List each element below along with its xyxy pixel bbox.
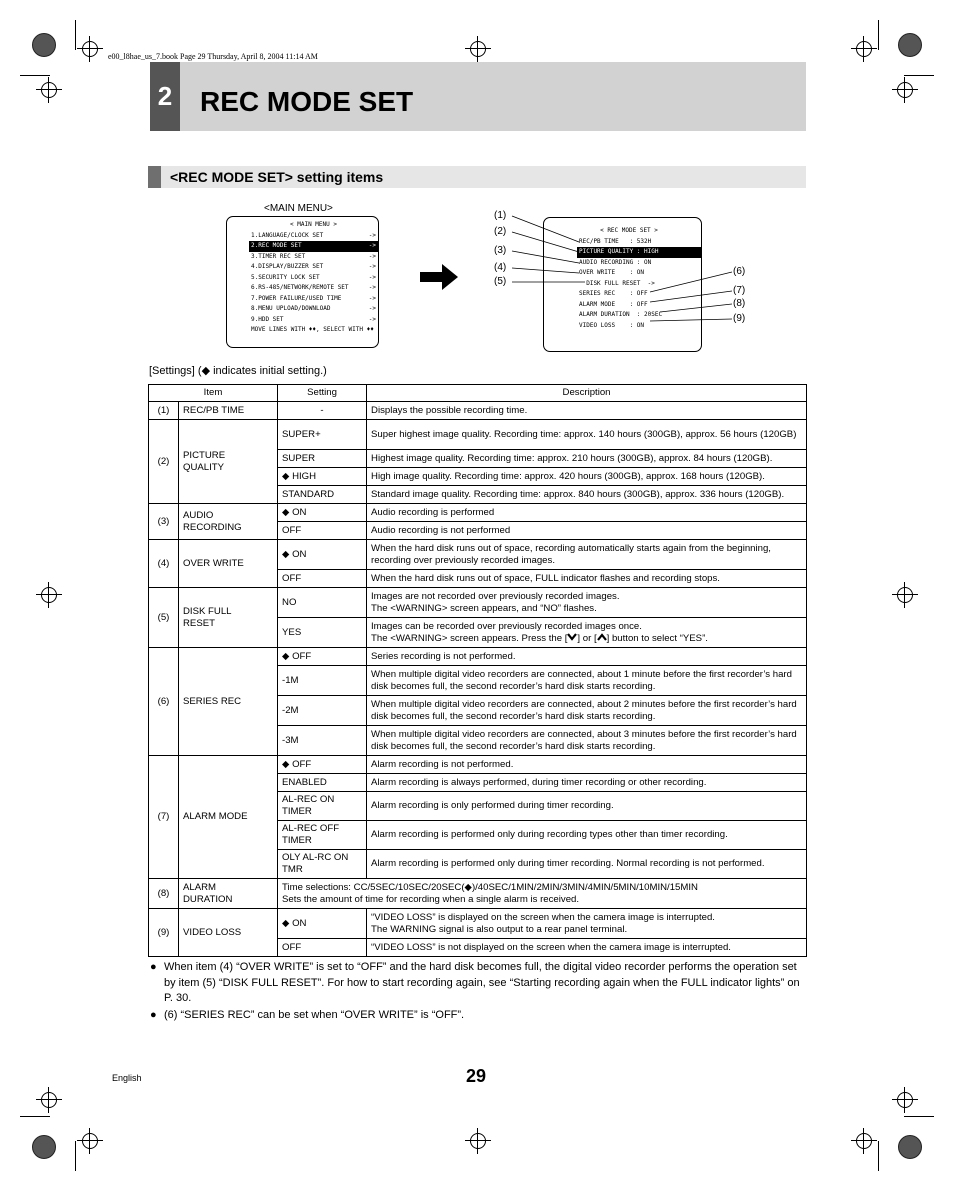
setting-description: Alarm recording is always performed, during timer recording or other recording. xyxy=(367,774,807,792)
rec-menu-item: REC/PB TIME : 532H xyxy=(579,237,652,245)
callout-label: (7) xyxy=(733,285,746,296)
down-button-icon xyxy=(567,633,577,641)
rec-menu-item: ALARM MODE : OFF xyxy=(579,300,648,308)
item-number: (3) xyxy=(149,504,179,540)
initial-setting-icon: ◆ xyxy=(282,650,290,662)
setting-value: -2M xyxy=(278,696,367,726)
table-header: Setting xyxy=(278,385,367,402)
item-number: (1) xyxy=(149,402,179,420)
main-menu-item-selected: 2.REC MODE SET -> xyxy=(249,241,378,252)
table-header: Description xyxy=(367,385,807,402)
item-number: (4) xyxy=(149,540,179,588)
setting-description: When the hard disk runs out of space, FULL indicator flashes and recording stops. xyxy=(367,570,807,588)
bullet-icon: ● xyxy=(150,961,157,973)
footer-language: English xyxy=(112,1073,142,1083)
page-number: 29 xyxy=(466,1066,487,1086)
up-button-icon xyxy=(597,633,607,641)
callout-label: (8) xyxy=(733,298,746,309)
callout-label: (4) xyxy=(494,262,507,273)
setting-value: SUPER xyxy=(278,450,367,468)
setting-description: When multiple digital video recorders are connected, about 2 minutes before the first recorder’s hard disk becomes full, the second recorder’s hard disk starts recording. xyxy=(367,696,807,726)
callout-leader-lines xyxy=(0,0,954,400)
setting-value: OFF xyxy=(278,522,367,540)
callout-label: (9) xyxy=(733,313,746,324)
setting-value: OFF xyxy=(278,939,367,957)
setting-description: “VIDEO LOSS” is displayed on the screen when the camera image is interrupted. The WARNING signal is also output to a rear panel terminal. xyxy=(367,909,807,939)
table-row xyxy=(149,588,807,618)
item-name: REC/PB TIME xyxy=(179,402,278,420)
setting-description: Series recording is not performed. xyxy=(367,648,807,666)
registration-mark-icon xyxy=(82,1133,98,1149)
item-name: PICTURE QUALITY xyxy=(179,420,278,504)
initial-setting-icon: ◆ xyxy=(282,917,290,929)
main-menu-item: 1.LANGUAGE/CLOCK SET -> xyxy=(251,231,376,239)
main-menu-caption: <MAIN MENU> xyxy=(264,203,333,214)
chapter-number: 2 xyxy=(150,62,180,131)
callout-label: (6) xyxy=(733,266,746,277)
item-name: SERIES REC xyxy=(179,648,278,756)
section-title: <REC MODE SET> setting items xyxy=(170,169,384,185)
setting-value: STANDARD xyxy=(278,486,367,504)
table-row xyxy=(149,909,807,939)
setting-value: AL-REC ON TIMER xyxy=(278,792,367,821)
setting-description: Time selections: CC/5SEC/10SEC/20SEC(◆)/40SEC/1MIN/2MIN/3MIN/4MIN/5MIN/10MIN/15MIN Sets the amount of time for recording when a single alarm is received. xyxy=(278,879,807,909)
main-menu-item: 7.POWER FAILURE/USED TIME -> xyxy=(251,294,376,302)
table-row xyxy=(149,402,807,420)
rec-menu-item: AUDIO RECORDING : ON xyxy=(579,258,652,266)
setting-value: OFF xyxy=(278,570,367,588)
main-menu-item: 6.RS-485/NETWORK/REMOTE SET -> xyxy=(251,284,376,291)
item-name: ALARM MODE xyxy=(179,756,278,879)
setting-description: When the hard disk runs out of space, recording automatically starts again from the beginning, recording over previously recorded images. xyxy=(367,540,807,570)
table-row xyxy=(149,879,807,909)
setting-description: Audio recording is performed xyxy=(367,504,807,522)
page-title: REC MODE SET xyxy=(200,86,414,117)
setting-description: Images are not recorded over previously recorded images. The <WARNING> screen appears, and “NO” flashes. xyxy=(367,588,807,618)
setting-value: ◆ HIGH xyxy=(278,468,367,486)
main-menu-heading: < MAIN MENU > xyxy=(290,221,337,228)
setting-value: YES xyxy=(278,618,367,648)
table-row xyxy=(149,540,807,570)
setting-description: Super highest image quality. Recording time: approx. 140 hours (300GB), approx. 56 hours (120GB) xyxy=(367,420,807,450)
setting-value: ◆ ON xyxy=(278,540,367,570)
setting-description: Standard image quality. Recording time: approx. 840 hours (300GB), approx. 336 hours (120GB). xyxy=(367,486,807,504)
main-menu-item: 5.SECURITY LOCK SET -> xyxy=(251,273,376,281)
registration-mark-icon xyxy=(41,587,57,603)
registration-mark-icon xyxy=(470,1133,486,1149)
initial-setting-icon: ◆ xyxy=(282,548,290,560)
setting-description: “VIDEO LOSS” is not displayed on the screen when the camera image is interrupted. xyxy=(367,939,807,957)
registration-mark-icon xyxy=(41,1092,57,1108)
settings-note: [Settings] (◆ indicates initial setting.) xyxy=(149,365,327,377)
setting-description: Alarm recording is performed only during recording types other than timer recording. xyxy=(367,821,807,850)
item-number: (9) xyxy=(149,909,179,957)
main-menu-item: 3.TIMER REC SET -> xyxy=(251,252,376,260)
item-name: ALARM DURATION xyxy=(179,879,278,909)
setting-description: Alarm recording is only performed during timer recording. xyxy=(367,792,807,821)
note-item: ● (6) “SERIES REC” can be set when “OVER WRITE” is “OFF”. xyxy=(150,1008,806,1024)
initial-setting-icon: ◆ xyxy=(282,758,290,770)
setting-value: ◆ OFF xyxy=(278,648,367,666)
setting-description: Audio recording is not performed xyxy=(367,522,807,540)
setting-description: Alarm recording is performed only during timer recording. Normal recording is not performed. xyxy=(367,850,807,879)
notes xyxy=(150,960,806,1024)
color-ball-icon xyxy=(32,1135,56,1159)
item-number: (5) xyxy=(149,588,179,648)
main-menu-item: 8.MENU UPLOAD/DOWNLOAD -> xyxy=(251,305,376,312)
rec-menu-item: OVER WRITE : ON xyxy=(579,269,645,276)
registration-mark-icon xyxy=(897,587,913,603)
rec-menu-item: VIDEO LOSS : ON xyxy=(579,321,645,329)
callout-label: (5) xyxy=(494,276,507,287)
table-row xyxy=(149,420,807,450)
setting-value: ENABLED xyxy=(278,774,367,792)
setting-description: When multiple digital video recorders are connected, about 1 minute before the first recorder’s hard disk becomes full, the second recorder’s hard disk starts recording. xyxy=(367,666,807,696)
rec-menu-item: DISK FULL RESET -> xyxy=(579,279,655,287)
item-number: (2) xyxy=(149,420,179,504)
rec-menu-item: ALARM DURATION : 20SEC xyxy=(579,311,663,318)
setting-value: -1M xyxy=(278,666,367,696)
note-item: ● When item (4) “OVER WRITE” is set to “OFF” and the hard disk becomes full, the digital video recorder performs the operation set by item (5) “DISK FULL RESET”. For how to start recording again, see “Starting recording again when the FULL indicator lights” on P. 30. xyxy=(150,961,800,1004)
callout-label: (3) xyxy=(494,245,507,256)
setting-value: SUPER+ xyxy=(278,420,367,450)
setting-value: OLY AL-RC ON TMR xyxy=(278,850,367,879)
table-row xyxy=(149,504,807,522)
table-header: Item xyxy=(149,385,278,402)
setting-description: Displays the possible recording time. xyxy=(367,402,807,420)
setting-value: - xyxy=(278,402,367,420)
initial-setting-icon: ◆ xyxy=(464,881,472,893)
rec-menu-item-selected: PICTURE QUALITY : HIGH xyxy=(577,247,701,258)
main-menu-item: 4.DISPLAY/BUZZER SET -> xyxy=(251,263,376,270)
initial-setting-icon: ◆ xyxy=(282,470,290,482)
setting-description: High image quality. Recording time: approx. 420 hours (300GB), approx. 168 hours (120GB). xyxy=(367,468,807,486)
setting-value: AL-REC OFF TIMER xyxy=(278,821,367,850)
table-header-row xyxy=(149,385,807,402)
setting-value: -3M xyxy=(278,726,367,756)
item-name: VIDEO LOSS xyxy=(179,909,278,957)
setting-value: ◆ ON xyxy=(278,909,367,939)
initial-setting-icon: ◆ xyxy=(282,506,290,518)
item-name: OVER WRITE xyxy=(179,540,278,588)
registration-mark-icon xyxy=(897,1092,913,1108)
rec-menu-item: SERIES REC : OFF xyxy=(579,290,648,297)
main-menu-footer: MOVE LINES WITH ♦♦, SELECT WITH ♦♦ xyxy=(251,326,374,333)
main-menu-item: 9.HDD SET -> xyxy=(251,315,376,323)
item-number: (6) xyxy=(149,648,179,756)
book-info: e00_l8hae_us_7.book Page 29 Thursday, April 8, 2004 11:14 AM xyxy=(108,52,318,61)
rec-menu-heading: < REC MODE SET > xyxy=(600,227,658,234)
setting-description: Images can be recorded over previously recorded images once. The <WARNING> screen appears. Press the [ ] or [ ] button to select “YES”. xyxy=(367,618,807,648)
bullet-icon: ● xyxy=(150,1008,157,1021)
callout-label: (2) xyxy=(494,226,507,237)
item-name: AUDIO RECORDING xyxy=(179,504,278,540)
setting-description: Highest image quality. Recording time: approx. 210 hours (300GB), approx. 84 hours (120GB). xyxy=(367,450,807,468)
setting-value: ◆ ON xyxy=(278,504,367,522)
setting-description: When multiple digital video recorders are connected, about 3 minutes before the first recorder’s hard disk becomes full, the second recorder’s hard disk starts recording. xyxy=(367,726,807,756)
item-number: (7) xyxy=(149,756,179,879)
color-ball-icon xyxy=(898,1135,922,1159)
settings-table xyxy=(148,384,807,957)
table-row xyxy=(149,756,807,774)
setting-value: ◆ OFF xyxy=(278,756,367,774)
item-number: (8) xyxy=(149,879,179,909)
callout-label: (1) xyxy=(494,210,507,221)
table-row xyxy=(149,648,807,666)
item-name: DISK FULL RESET xyxy=(179,588,278,648)
setting-value: NO xyxy=(278,588,367,618)
setting-description: Alarm recording is not performed. xyxy=(367,756,807,774)
registration-mark-icon xyxy=(856,1133,872,1149)
